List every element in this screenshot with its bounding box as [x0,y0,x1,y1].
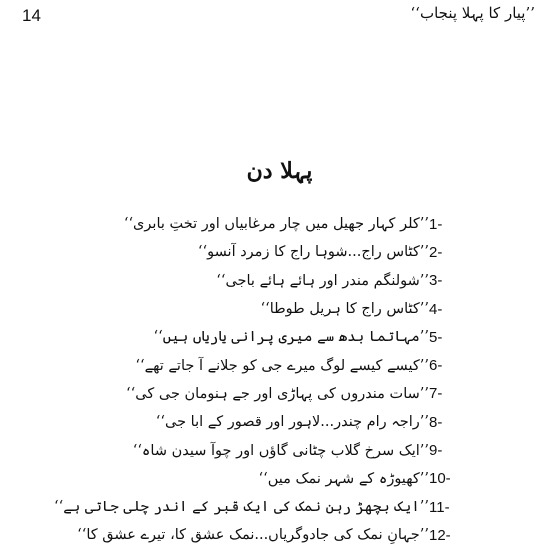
running-header: ’’پیار کا پہلا پنجاب‘‘ [410,4,535,22]
toc-item [126,380,465,408]
toc-item-title: ’’سات مندروں کی پہاڑی اور جے ہنومان جی کی‘‘ [126,385,429,402]
toc-item-title: ’’کٹاس راج کا ہریل طوطا‘‘ [260,301,429,318]
toc-item-title: ’’ایک سرخ گلاب چٹانی گاؤں اور چوآ سیدن شاہ‘‘ [132,442,429,459]
toc-item [54,493,465,521]
toc-item [123,210,465,238]
toc-item-title: ’’کھیوڑہ کے شہر نمک میں‘‘ [258,470,429,487]
toc-item-title: ’’مہاتما بدھ سے میری پرانی یاریاں ہیں‘‘ [153,329,429,346]
toc-item-title: ’’کٹاس راج...شوہا راج کا زمرد آنسو‘‘ [197,244,429,261]
toc-item [150,295,465,323]
toc-item [135,351,465,379]
toc-item-number: 2- [429,243,443,261]
toc-item [150,238,465,266]
toc-item [150,408,465,436]
chapter-title: پہلا دن [246,158,313,184]
toc-item-number: 12- [429,526,451,544]
toc-item [77,521,465,549]
toc-item-title: ’’ایک بچھڑ رہن نمک کی ایک قبر کے اندر چلی جاتی ہے‘‘ [54,499,429,516]
toc-item-title: ’’جہانِ نمک کی جادوگریاں...نمک عشق کا، تیرے عشق کا‘‘ [77,527,429,544]
toc-item [150,267,465,295]
page-number: 14 [22,6,41,25]
toc-item-number: 4- [429,300,443,318]
toc-item-title: ’’راجہ رام چندر...لاہور اور قصور کے ابا جی‘‘ [155,414,429,431]
toc-item [150,323,465,351]
toc-item [132,436,465,464]
toc-item-number: 11- [429,498,450,516]
toc-item [150,465,465,493]
toc-item-number: 9- [429,442,443,460]
toc-item-title: ’’کلر کہار جھیل میں چار مرغابیاں اور تختِ بابری‘‘ [123,216,429,233]
toc-item-number: 8- [429,413,443,431]
toc-item-title: ’’شولنگم مندر اور ہائے ہائے باجی‘‘ [216,272,429,289]
toc-item-title: ’’کیسے کیسے لوگ میرے جی کو جلانے آ جاتے تھے‘‘ [135,357,429,374]
toc-item-number: 1- [429,215,443,233]
toc-item-number: 5- [429,328,443,346]
toc-item-number: 3- [429,272,443,290]
toc-item-number: 6- [429,357,443,375]
table-of-contents [54,210,465,550]
toc-item-number: 10- [429,470,451,488]
toc-item-number: 7- [429,385,443,403]
